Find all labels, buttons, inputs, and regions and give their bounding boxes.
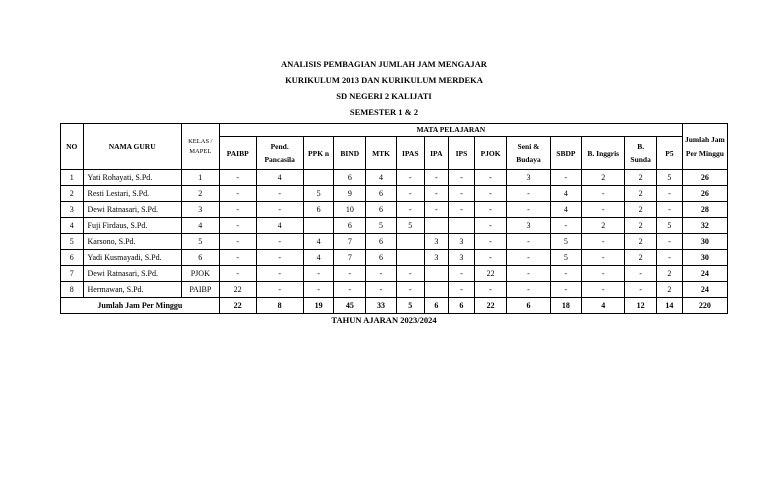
hours-cell: - — [474, 218, 507, 234]
header-subject: IPA — [424, 137, 449, 170]
total-hours-cell: 6 — [449, 298, 475, 314]
teacher-name: Karsono, S.Pd. — [83, 234, 181, 250]
hours-cell: 5 — [550, 250, 582, 266]
hours-cell: - — [507, 234, 550, 250]
header-subject: B. Inggris — [582, 137, 625, 170]
class-subject: 5 — [181, 234, 219, 250]
row-number: 1 — [61, 170, 84, 186]
hours-cell: - — [550, 170, 582, 186]
hours-cell: 22 — [219, 282, 256, 298]
hours-cell — [303, 170, 334, 186]
hours-cell: - — [396, 282, 424, 298]
teacher-name: Dewi Ratnasari, S.Pd. — [83, 266, 181, 282]
hours-cell: 5 — [303, 186, 334, 202]
hours-cell: 2 — [657, 282, 683, 298]
hours-cell: - — [219, 266, 256, 282]
hours-cell: 3 — [424, 250, 449, 266]
title-line-2: KURIKULUM 2013 DAN KURIKULUM MERDEKA — [285, 75, 483, 85]
hours-cell: 2 — [625, 250, 657, 266]
hours-cell: - — [303, 266, 334, 282]
hours-cell: 22 — [474, 266, 507, 282]
title-line-3: SD NEGERI 2 KALIJATI — [336, 91, 432, 101]
hours-cell: - — [449, 202, 475, 218]
hours-cell: - — [366, 266, 397, 282]
hours-cell: - — [424, 202, 449, 218]
row-number: 3 — [61, 202, 84, 218]
hours-cell: - — [474, 186, 507, 202]
hours-cell: 4 — [303, 250, 334, 266]
hours-cell: 5 — [550, 234, 582, 250]
hours-cell: 5 — [366, 218, 397, 234]
hours-cell: - — [550, 266, 582, 282]
academic-year: TAHUN AJARAN 2023/2024 — [331, 315, 437, 325]
class-subject: PJOK — [181, 266, 219, 282]
header-no: NO — [61, 124, 84, 170]
total-hours-cell: 22 — [219, 298, 256, 314]
hours-cell: 4 — [366, 170, 397, 186]
total-row — [61, 298, 728, 314]
hours-cell: - — [396, 170, 424, 186]
hours-cell: 7 — [334, 250, 366, 266]
hours-cell: - — [219, 250, 256, 266]
hours-cell: - — [424, 186, 449, 202]
hours-cell: 5 — [657, 170, 683, 186]
hours-cell: 3 — [424, 234, 449, 250]
hours-cell: - — [474, 250, 507, 266]
header-subject: PJOK — [474, 137, 507, 170]
header-subject: B. Sunda — [625, 137, 657, 170]
table-row — [61, 186, 728, 202]
hours-cell: - — [449, 282, 475, 298]
header-jumlah-jam: Jumlah Jam Per Minggu — [682, 124, 727, 170]
row-number: 4 — [61, 218, 84, 234]
row-total: 24 — [682, 282, 727, 298]
teacher-name: Dewi Ratnasari, S.Pd. — [83, 202, 181, 218]
hours-cell: 6 — [366, 250, 397, 266]
hours-cell: - — [256, 250, 303, 266]
row-number: 8 — [61, 282, 84, 298]
teacher-name: Yati Rohayati, S.Pd. — [83, 170, 181, 186]
hours-cell: - — [256, 234, 303, 250]
hours-cell — [303, 218, 334, 234]
hours-cell: 6 — [334, 170, 366, 186]
hours-cell: - — [219, 218, 256, 234]
row-total: 26 — [682, 170, 727, 186]
hours-cell: 3 — [449, 250, 475, 266]
class-subject: 2 — [181, 186, 219, 202]
hours-cell: - — [507, 186, 550, 202]
hours-cell: - — [396, 266, 424, 282]
row-total: 26 — [682, 186, 727, 202]
document-title — [0, 56, 768, 120]
header-subject: BIND — [334, 137, 366, 170]
hours-cell: 2 — [625, 234, 657, 250]
header-subject: PAIBP — [219, 137, 256, 170]
hours-cell: 4 — [550, 202, 582, 218]
hours-cell: 2 — [625, 170, 657, 186]
total-hours-cell: 33 — [366, 298, 397, 314]
hours-cell: 5 — [396, 218, 424, 234]
hours-cell: 2 — [625, 218, 657, 234]
header-subject: Pend. Pancasila — [256, 137, 303, 170]
hours-cell: - — [657, 250, 683, 266]
header-subject: IPAS — [396, 137, 424, 170]
hours-cell: - — [550, 282, 582, 298]
total-hours-cell: 22 — [474, 298, 507, 314]
table-row — [61, 234, 728, 250]
header-subject: Seni & Budaya — [507, 137, 550, 170]
hours-cell: 2 — [657, 266, 683, 282]
table-row — [61, 202, 728, 218]
header-subject: P5 — [657, 137, 683, 170]
total-hours-cell: 6 — [424, 298, 449, 314]
hours-cell: - — [256, 282, 303, 298]
hours-cell: - — [657, 234, 683, 250]
row-total: 28 — [682, 202, 727, 218]
hours-cell: 6 — [303, 202, 334, 218]
hours-cell: 10 — [334, 202, 366, 218]
hours-cell: - — [303, 282, 334, 298]
hours-cell: - — [507, 202, 550, 218]
hours-cell: 3 — [507, 170, 550, 186]
header-mata-pelajaran: MATA PELAJARAN — [219, 124, 682, 137]
hours-cell: - — [334, 282, 366, 298]
hours-cell: - — [625, 282, 657, 298]
row-total: 30 — [682, 250, 727, 266]
hours-cell: - — [396, 202, 424, 218]
hours-cell: - — [474, 202, 507, 218]
hours-cell: - — [366, 282, 397, 298]
hours-cell: - — [657, 186, 683, 202]
hours-cell: 5 — [657, 218, 683, 234]
class-subject: 3 — [181, 202, 219, 218]
row-total: 32 — [682, 218, 727, 234]
hours-cell: 4 — [550, 186, 582, 202]
hours-cell: 4 — [256, 218, 303, 234]
hours-cell: 6 — [334, 218, 366, 234]
total-hours-cell: 6 — [507, 298, 550, 314]
hours-cell: - — [582, 266, 625, 282]
class-subject: PAIBP — [181, 282, 219, 298]
hours-cell: - — [657, 202, 683, 218]
hours-cell: - — [219, 234, 256, 250]
hours-cell: 2 — [625, 202, 657, 218]
hours-cell: 2 — [582, 170, 625, 186]
header-subject: IPS — [449, 137, 475, 170]
hours-cell: - — [582, 202, 625, 218]
teaching-hours-table — [60, 123, 728, 314]
teacher-name: Hermawan, S.Pd. — [83, 282, 181, 298]
hours-cell: - — [474, 234, 507, 250]
total-label: Jumlah Jam Per Minggu — [61, 298, 220, 314]
total-hours-cell: 4 — [582, 298, 625, 314]
hours-cell: - — [219, 186, 256, 202]
table-row — [61, 282, 728, 298]
total-hours-cell: 12 — [625, 298, 657, 314]
table-row — [61, 170, 728, 186]
hours-cell: - — [396, 186, 424, 202]
hours-cell: - — [256, 202, 303, 218]
header-nama-guru: NAMA GURU — [83, 124, 181, 170]
hours-cell: 7 — [334, 234, 366, 250]
header-subject: SBDP — [550, 137, 582, 170]
row-number: 6 — [61, 250, 84, 266]
hours-cell: 2 — [582, 218, 625, 234]
teacher-name: Yadi Kusmayadi, S.Pd. — [83, 250, 181, 266]
title-line-4: SEMESTER 1 & 2 — [349, 107, 419, 117]
hours-cell: - — [550, 218, 582, 234]
hours-cell: - — [507, 266, 550, 282]
row-number: 5 — [61, 234, 84, 250]
hours-cell — [396, 234, 424, 250]
class-subject: 1 — [181, 170, 219, 186]
hours-cell: - — [474, 282, 507, 298]
hours-cell: - — [582, 282, 625, 298]
total-hours-cell: 14 — [657, 298, 683, 314]
hours-cell: - — [507, 282, 550, 298]
hours-cell: - — [449, 186, 475, 202]
hours-cell: 4 — [256, 170, 303, 186]
hours-cell: - — [474, 170, 507, 186]
hours-cell: 6 — [366, 234, 397, 250]
row-total: 24 — [682, 266, 727, 282]
teacher-name: Resti Lestari, S.Pd. — [83, 186, 181, 202]
hours-cell — [449, 218, 475, 234]
hours-cell: - — [449, 266, 475, 282]
total-hours-cell: 5 — [396, 298, 424, 314]
grand-total: 220 — [682, 298, 727, 314]
header-kelas-mapel: KELAS / MAPEL — [181, 124, 219, 170]
class-subject: 4 — [181, 218, 219, 234]
table-row — [61, 250, 728, 266]
hours-cell: - — [582, 250, 625, 266]
hours-cell: 3 — [449, 234, 475, 250]
hours-cell — [424, 218, 449, 234]
row-number: 7 — [61, 266, 84, 282]
hours-cell: - — [256, 186, 303, 202]
total-hours-cell: 19 — [303, 298, 334, 314]
hours-cell: - — [334, 266, 366, 282]
hours-cell: 9 — [334, 186, 366, 202]
hours-cell — [424, 282, 449, 298]
hours-cell: 6 — [366, 186, 397, 202]
hours-cell — [424, 266, 449, 282]
hours-cell: 3 — [507, 218, 550, 234]
hours-cell: - — [625, 266, 657, 282]
hours-cell: - — [256, 266, 303, 282]
hours-cell: 2 — [625, 186, 657, 202]
row-number: 2 — [61, 186, 84, 202]
hours-cell: - — [449, 170, 475, 186]
header-subject: MTK — [366, 137, 397, 170]
header-subject: PPK n — [303, 137, 334, 170]
class-subject: 6 — [181, 250, 219, 266]
hours-cell — [396, 250, 424, 266]
hours-cell: 6 — [366, 202, 397, 218]
hours-cell: - — [219, 202, 256, 218]
row-total: 30 — [682, 234, 727, 250]
table-row — [61, 218, 728, 234]
hours-cell: - — [507, 250, 550, 266]
total-hours-cell: 8 — [256, 298, 303, 314]
title-line-1: ANALISIS PEMBAGIAN JUMLAH JAM MENGAJAR — [281, 59, 487, 69]
teacher-name: Fuji Firdaus, S.Pd. — [83, 218, 181, 234]
hours-cell: - — [424, 170, 449, 186]
total-hours-cell: 45 — [334, 298, 366, 314]
hours-cell: - — [582, 234, 625, 250]
hours-cell: - — [219, 170, 256, 186]
hours-cell: 4 — [303, 234, 334, 250]
hours-cell: - — [582, 186, 625, 202]
total-hours-cell: 18 — [550, 298, 582, 314]
table-row — [61, 266, 728, 282]
